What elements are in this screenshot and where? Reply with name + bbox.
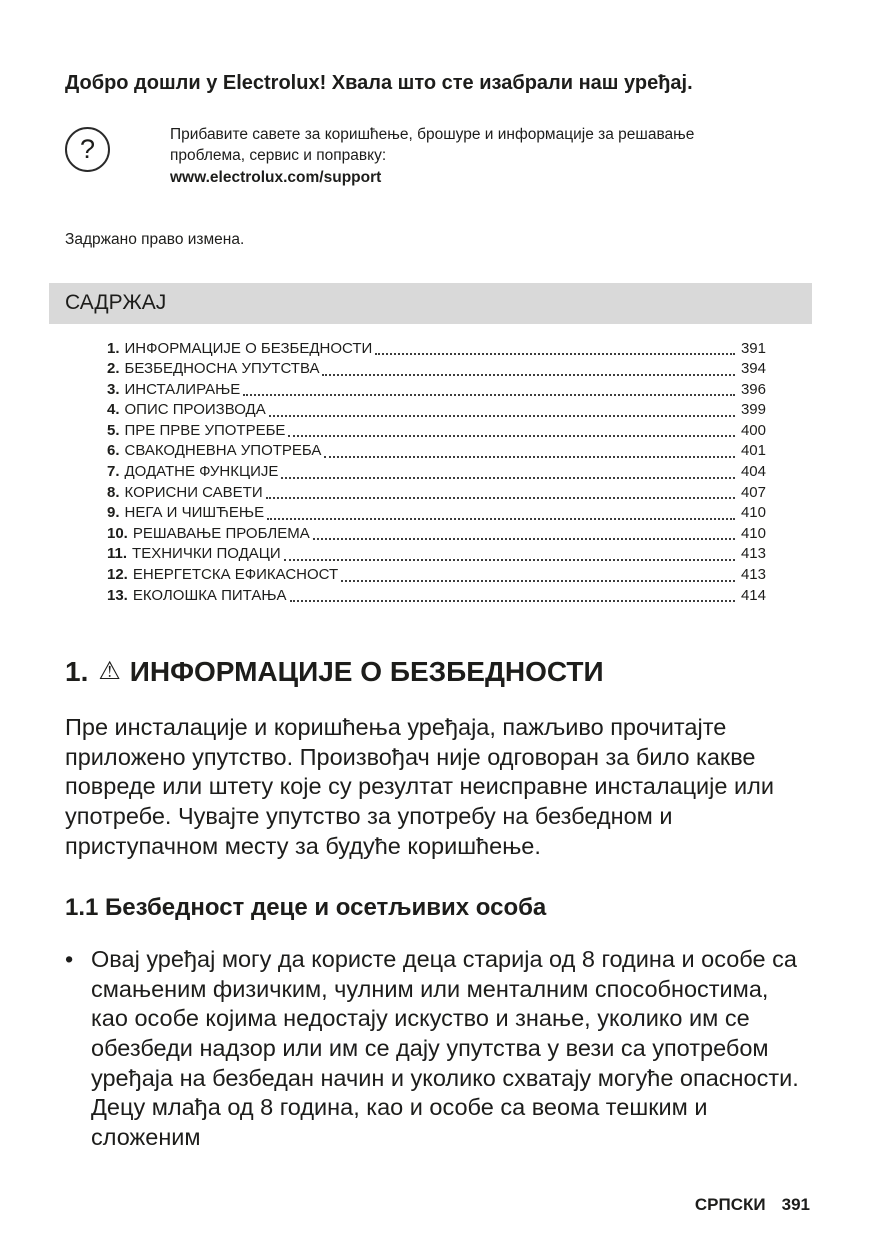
toc-entry (107, 586, 766, 607)
toc-entry-number: 2. (107, 360, 120, 378)
toc-entry-number: 8. (107, 483, 120, 501)
toc-entry-page: 414 (740, 586, 766, 604)
toc-entry-label: БЕЗБЕДНОСНА УПУТСТВА (124, 360, 320, 378)
toc-entry-page: 399 (740, 401, 766, 419)
toc-entry-page: 394 (740, 360, 766, 378)
toc-entry (107, 565, 766, 586)
toc-entry-page: 401 (740, 442, 766, 460)
toc-entry-number: 7. (107, 463, 120, 481)
support-text: Прибавите савете за коришћење, брошуре и информације за решавање проблема, сервис и поправку: (170, 126, 695, 164)
warning-icon: ⚠ (98, 657, 121, 686)
subsection-heading: 1.1 Безбедност деце и осетљивих особа (65, 894, 547, 922)
table-of-contents (65, 283, 810, 611)
toc-title: САДРЖАЈ (49, 283, 812, 324)
toc-entry-page: 410 (740, 504, 766, 522)
support-text-block (170, 125, 750, 189)
list-item (65, 945, 810, 1152)
toc-entry (107, 462, 766, 483)
toc-entry (107, 441, 766, 462)
toc-entry-number: 6. (107, 442, 120, 460)
toc-entry-number: 10. (107, 524, 128, 542)
toc-entry-number: 3. (107, 380, 120, 398)
toc-entry-number: 4. (107, 401, 120, 419)
toc-entry-page: 404 (740, 463, 766, 481)
dot-leader (288, 435, 735, 437)
toc-entry-page: 391 (740, 339, 766, 357)
dot-leader (290, 600, 736, 602)
toc-entry (107, 359, 766, 380)
section-intro: Пре инсталације и коришћења уређаја, пажљиво прочитајте приложено упутство. Произвођач није одговоран за било какве повреде или штету које су резултат неисправне инсталације или употребе. Чувајте упутство за употребу на безбедном и приступачном месту за будуће коришћење. (65, 714, 774, 859)
toc-entry-label: ПРЕ ПРВЕ УПОТРЕБЕ (124, 421, 286, 439)
toc-entry (107, 339, 766, 360)
toc-list (65, 324, 810, 611)
toc-entry-number: 9. (107, 504, 120, 522)
toc-entry-label: ЕНЕРГЕТСКА ЕФИКАСНОСТ (132, 566, 339, 584)
toc-entry-label: ЕКОЛОШКА ПИТАЊА (132, 586, 287, 604)
welcome-title: Добро дошли у Electrolux! Хвала што сте изабрали наш уређај. (65, 72, 693, 94)
toc-entry-number: 5. (107, 421, 120, 439)
dot-leader (269, 415, 735, 417)
toc-entry-number: 11. (107, 545, 128, 563)
question-mark-icon (65, 127, 110, 172)
dot-leader (341, 580, 735, 582)
toc-entry-page: 413 (740, 566, 766, 584)
bullet-icon: • (65, 946, 74, 973)
toc-entry (107, 483, 766, 504)
toc-entry (107, 421, 766, 442)
toc-entry-page: 407 (740, 483, 766, 501)
toc-entry-number: 1. (107, 339, 120, 357)
question-glyph: ? (79, 134, 96, 164)
dot-leader (267, 518, 735, 520)
dot-leader (284, 559, 735, 561)
toc-entry-label: СВАКОДНЕВНА УПОТРЕБА (124, 442, 322, 460)
support-url[interactable]: www.electrolux.com/support (170, 169, 382, 186)
toc-entry-page: 396 (740, 380, 766, 398)
toc-entry (107, 503, 766, 524)
toc-entry (107, 544, 766, 565)
dot-leader (375, 353, 735, 355)
support-info (65, 125, 810, 189)
toc-entry-page: 410 (740, 524, 766, 542)
language-label: СРПСКИ (694, 1195, 766, 1214)
toc-entry-label: ОПИС ПРОИЗВОДА (124, 401, 266, 419)
toc-entry-label: ДОДАТНЕ ФУНКЦИЈЕ (124, 463, 279, 481)
toc-entry-label: НЕГА И ЧИШЋЕЊЕ (124, 504, 265, 522)
page-number: 391 (781, 1195, 810, 1214)
toc-entry-label: КОРИСНИ САВЕТИ (124, 483, 263, 501)
toc-entry-number: 13. (107, 586, 128, 604)
toc-entry-label: ИНСТАЛИРАЊЕ (124, 380, 241, 398)
toc-entry-number: 12. (107, 566, 128, 584)
toc-entry-label: ИНФОРМАЦИЈЕ О БЕЗБЕДНОСТИ (124, 339, 373, 357)
dot-leader (266, 497, 735, 499)
page-footer (695, 1195, 810, 1215)
section-number: 1. (65, 656, 89, 688)
toc-entry-label: ТЕХНИЧКИ ПОДАЦИ (132, 545, 281, 563)
section-heading (65, 656, 810, 688)
toc-entry (107, 524, 766, 545)
list-item-text: Овај уређај могу да користе деца старија од 8 година и особе са смањеним физичким, чулним или менталним способностима, као особе којима недостају искуство и знање, уколико им се обезбеди надзор или им се дају упутства у вези са употребом уређаја на безбедан начин и уколико схватају могуће опасности. Децу млађа од 8 година, као и особе са веома тешким и сложеним (91, 946, 799, 1150)
toc-entry-label: РЕШАВАЊЕ ПРОБЛЕМА (132, 524, 310, 542)
dot-leader (313, 538, 735, 540)
toc-entry (107, 380, 766, 401)
toc-entry-page: 400 (740, 421, 766, 439)
dot-leader (281, 477, 735, 479)
toc-entry-page: 413 (740, 545, 766, 563)
section-title: ИНФОРМАЦИЈЕ О БЕЗБЕДНОСТИ (129, 656, 604, 688)
dot-leader (324, 456, 735, 458)
dot-leader (322, 374, 735, 376)
toc-entry (107, 400, 766, 421)
dot-leader (243, 394, 735, 396)
rights-note: Задржано право измена. (65, 230, 245, 248)
